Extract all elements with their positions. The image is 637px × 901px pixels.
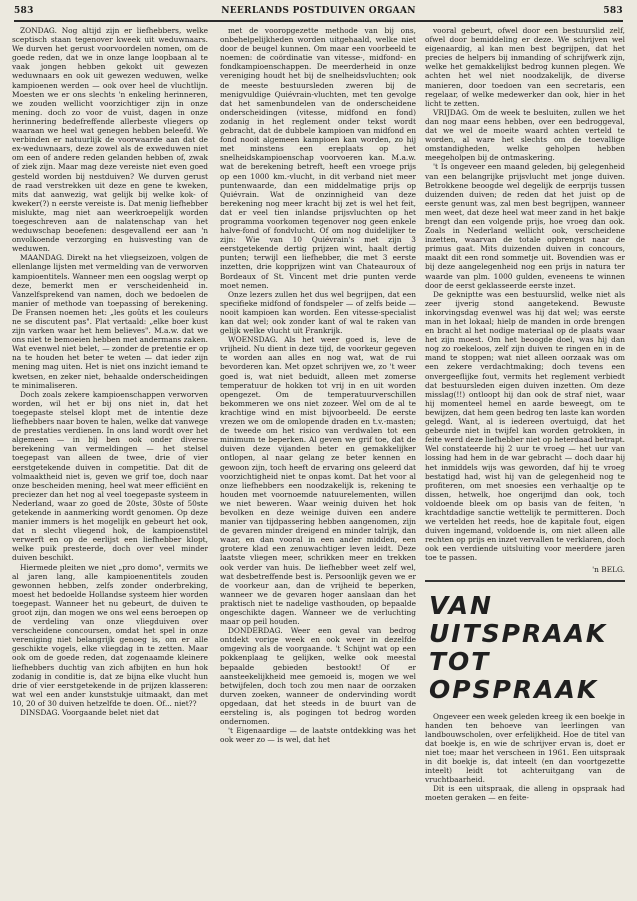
header-rule [14, 20, 623, 22]
article-paragraph-1: Ongeveer een week geleden kreeg ik een boekje in handen ten behoeve van leerlingen van landbouwscholen, over erfelijkheid. Hoe de titel van dat boekje is, en wie de schrijver ervan is, doet er niet toe; maar het verscheen in 1961. Een uitspraak in dit boekje is, dat inteelt (en dan voortgezette inteelt) leidt tot achteruitgang van de vruchtbaarheid. [425, 711, 625, 785]
article-title-line-2: TOT OPSPRAAK [429, 646, 599, 704]
paragraph-pro-domo: Hiermede pleiten we niet „pro domo", vermits we al jaren lang, alle kampioenentitels zouden gewonnen hebben, zelfs zonder onderbreking, moest het bedoelde Hollandse systeem hier worden toegepast. Wanneer het nu gebeurt, de duiven te groot zijn, dan mogen we ons wel eens beroepen op de verdeling van onze vliegduiven over verscheidene concoursen, omdat het spel in onze vereniging niet belangrijk genoeg is, om er alle geschikte vogels, elke vliegdag in te zetten. Maar ook om de goede reden, dat zogenaamde kleinere liefhebbers duchtig van zich afbijten en hun hok zodanig in conditie is, dat ze bijna elke vlucht hun drie of vier eerstgetekende in de prijzen klasseren: wat wel een ander kunststukje uitmaakt, dan met 10, 20 of 30 duiven hetzelfde te doen. Of... niet?? [12, 562, 208, 708]
article-divider [425, 580, 625, 582]
paragraph-vrijdag: VRIJDAG. Om de week te besluiten, zullen we het dan nog maar eens hebben, over een bedroggeval, dat we wel de moeite waard achten verteld te worden, al ware het slechts om de toevallige omstandigheden, welke geholpen hebben meegeholpen bij de ontmaskering. [425, 107, 625, 163]
paragraph-donderdag: DONDERDAG. Weer een geval van bedrog ontdekt vorige week en ook weer in dezelfde omgeving als de voorgaande. 't Schijnt wat op een pokkenplaag te gelijken, welke ook meestal bepaalde gebieden bestookt! Of er aansteekelijkheid mee gemoeid is, mogen we wel betwijfelen, doch toch zou men naar de oorzaken durven zoeken, wanneer de ondervinding wordt opgedaan, dat het steeds in de buurt van de eersteling is, als pogingen tot bedrog worden ondernomen. [220, 626, 416, 727]
paragraph-eigenaardige: 't Eigenaardige — de laatste ontdekking was het ook weer zo — is wel, dat het [220, 726, 416, 745]
paragraph-maandag: MAANDAG. Direkt na het vliegseizoen, volgen de ellenlange lijsten met vermelding van de verworven kampioentitels. Wanneer men een oogslag werpt op deze, bemerkt men er verscheidenheid in. Vanzelfsprekend van namen, doch we bedoelen de manier of methode van toepassing of berekening. De Fransen noemen het: „les goûts et les couleurs ne se discutent pas". Plat vertaald: „elke boer kust zijn varken waar het hem believes". M.a.w. dat we ons niet te bemoeien hebben met andermans zaken. Wat evenwel niet belet, — zonder de pretentie er op na te houden het beter te weten — dat ieder zijn mening mag uiten. Het is niet ons inzicht iemand te kwetsen, en zeker niet, behaalde onderscheidingen te minimaliseren. [12, 253, 208, 390]
page-header [14, 6, 623, 20]
paragraph-bestuurslid: vooral gebeurt, ofwel door een bestuurslid zelf, ofwel door bemiddeling er deze. We schrijven wel eigenaardig, al kan men best begrijpen, dat het precies de helpers bij inmanding of schrijfwerk zijn, welke het gemakkelijkst bedrog kunnen plegen. We achten het wel niet noodzakelijk, de diverse manieren, door toedoen van een secretaris, een regelaar, of welke medewerker dan ook, hier in het licht te zetten. [425, 26, 625, 108]
paragraph-maand-geleden: 't Is ongeveer een maand geleden, bij gelegenheid van een belangrijke prijsvlucht met jonge duiven. Betrokkene beoogde wel degelijk de eerprijs tussen duizenden duiven; de reden dat het juist op de eerste genunt was, zal men best begrijpen, wanneer men weet, dat deze heel wat meer zand in het bakje brengt dan een volgende prijs, hoe vroeg dan ook. Zoals in Nederland wellicht ook, verscheidene inzetten, waarvan de totale opbrengst naar de primus gaat. Mits duizenden duiven in concours, maakt dit een rond sommetje uit. Bovendien was er bij deze aangelegenheid nog een prijs in natura ter waarde van plm. 1000 gulden, eveneens te winnen door de eerst geklasseerde eerste inzet. [425, 162, 625, 290]
publication-title: NEERLANDS POSTDUIVEN ORGAAN [221, 6, 416, 16]
paragraph-gekniptte: De gekniptte was een bestuurslid, welke niet als zeer ijverig stond aangetekend. Bewuste inkorvingsdag evenwel was hij dat wel; was eerste man in het lokaal; hielp de manden in orde brengen en bracht al het nodige materiaal op de plaats waar het zijn moest. Om het beoogde doel, was hij dan nog zo roekeloos, zelf zijn duiven te ringen en in de mand te stoppen; wat niet alleen oorzaak was om een zekere verdachtmaking; doch tevens een onvergeeflijke fout, vermits het reglement verbiedt dat bestuursleden eigen duiven inzetten. Om deze misslag(!!) ontloopt hij dan ook de straf niet, waar hij momenteel hemel en aarde beweegt, om te bewijzen, dat hem geen bedrog ten laste kan worden gelegd. Want, al is iedereen overtuigd, dat het gebeurde niet in twijfel kan worden getrokken, in feite werd deze liefhebber niet op heterdaad betrapt. Wel constateerde hij 2 uur te vroeg — het uur van lossing had hem in de war gebracht — doch daar hij het inmiddels wijs was geworden, daf hij te vroeg bestatigd had, wist hij van de gelegenheid nog te profiteren, om met snoesies een verhaaltje op te dissen, hetwelk, hoe ongerijmd dan ook, toch voldoende bleek om op basis van de feiten, 'n krachtdadige sanctie wettelijk te permitteren. Doch we vertelden het reeds, hoe de kapitale fout, eigen duiven ingemand, voldoende is, om niet alleen alle rechten op prijs en inzet vervallen te verklaren, doch ook een verdiende uitsluiting voor meerdere jaren toe te passen. [425, 289, 625, 563]
article-paragraph-2: Dit is een uitspraak, die alleng in opspraak had moeten geraken — en feite- [425, 784, 625, 803]
column-3 [425, 26, 625, 896]
article-title-line-1: VAN UITSPRAAK [429, 590, 608, 648]
paragraph-dinsdag: DINSDAG. Voorgaande belet niet dat [20, 708, 159, 718]
article-title [429, 592, 625, 704]
paragraph-methode: met de vooropgezette methode van bij ons, onbehelpelijkheden worden uitgehaald, welke niet door de beugel kunnen. Om maar een voorbeeld te noemen: de coördinatie van vitesse-, midfond- en fondkampioenschappen. De meerderheid in onze vereniging houdt het bij de snelheidsvluchten; ook de meeste bestuursleden zweren bij de menigvuldige Quiévrain-vluchten, met ten gevolge dat het samenbundelen van de onderscheidene onderscheidingen (vitesse, midfond en fond) zodanig in het reglement onder tekst wordt gebracht, dat de dubbele kampioen van midfond en fond nooit algemeen kampioen kan worden, zo hij met minstens een ereplaats op het snelheidskampioenschap voorvoeren kan. M.a.w. wat de berekening betreft, heeft een vroege prijs op een 1000 km.-vlucht, in dit verband niet meer puntenwaarde, dan een middelmatige prijs op Quiévrain. Wat de onzinnigheid van deze berekening nog meer kracht bij zet is wel het feit, dat er veel tien inlandse prijsvluchten op het programma voorkomen tegenover nog geen enkele halve-fond of fondvlucht. Of om nog duidelijker te zijn: Wie van 10 Quiévrain's met zijn 3 eerstgetekende dertig prijzen wint, haalt dertig punten; terwijl een liefhebber, die met 3 eerste inzetten, drie kopprijzen wint van Chateauroux of Bordeaux of St. Vincent met drie punten verde moet nemen. [220, 26, 416, 290]
paragraph-zondag: ZONDAG. Nog altijd zijn er liefhebbers, welke sceptisch staan tegenover kweek uit weduwnaars. We durven het gerust voorvoordelen nomen, om de goede reden, dat we in onze lange loopbaan al te vaak jongen hebben gekokt uit gewezen weduwnaars en ook uit gewezen weduwen, welke kampioenen werden — ook over heel de vluchtlijn. Moesten we er ons slechts 'n enkeling herinneren, we zouden wellicht voorzichtiger zijn in onze mening. doch zo voor de vuist, dagen in onze herinnering bedefreffende allerbeste vliegers op waaraan we heel wat genegen hebben beleefd. We verbinden er natuurlijk de voorwaarde aan dat de ex-weduwnaars, deze zowel als de exweduwen niet om een of andere reden gelanden hebben of, zwak of ziek zijn. Maar mag deze vereiste niet even goed gesteld worden bij nestduiven? We durven gerust de raad verstrekken uit deze en gene te kweken, mits dat aanwezig, wat gelijk bij welke kok- of kweker(?) n eerste vereiste is. Dat menig liefhebber mislukte, mag niet aan weerkroepelijk worden toegeschreven aan de nalatenschap van het weduwschap beoefenen: desgevallend eer aan 'n onvolkoende verzorging en huisvesting van de weduwen. [12, 26, 208, 254]
paragraph-lezers: Onze lezers zullen het dus wel begrijpen, dat een specifieke midfond of fondspeler — of zelfs beide — nooit kampioen kan worden. Een vitesse-specialist kan dat wel; ook zonder kant of wal te raken van gelijk welke vlucht uit Frankrijk. [220, 289, 416, 336]
column-2 [220, 26, 416, 896]
column-1 [12, 26, 208, 896]
page-number-right: 583 [603, 6, 623, 16]
paragraph-kampioenschappen: Doch zoals zekere kampioenschappen verworven worden, wil het er bij ons niet in, dat het toegepaste stelsel klopt met de intentie deze liefhebbers naar boven te halen, welke dat vanwege de prestaties verdienen. In ons land wordt over het algemeen — in bij ben ook onder diverse berekening van vermeldingen — het stelsel toegepast van alleen de twee, drie of vier eerstgetekende duiven in competitie. Dat dit de volmaaktheid niet is, geven we grif toe, doch naar onze bescheiden mening, heel wat meer efficiënt en preciezer dan het nog al veel toegepaste systeem in Nederland, waar zo goed de 20ste, 30ste of 50ste getekende in aanmerking wordt genomen. Op deze manier immers is het mogelijk en gebeurt het ook, dat n slecht vliegend hok, de kampioenstitel verwerft en op de eerlijst een liefhebber klopt, welke puik presteerde, doch over veel minder duiven beschikt. [12, 389, 208, 563]
paragraph-woensdag: WOENSDAG. Als het weer goed is, leve de vrijheid. Nu dient in deze tijd, de voorkeur gegeven te worden aan alles en nog wat, wat de rui bevorderen kan. Met opzet schrijven we, zo 't weer goed is, wat niet beduidt, alleen met zomerse temperatuur de hokken tot vrij in en uit worden opengezet. Om de temperatuurverschillen bekommeren we ons niet zozeer. Wel om de al te krachtige wind en mist bijvoorbeeld. De eerste vrezen we om de omlopende draden en t.v.-masten; de tweede om het risico van verdwalen tot een minimum te beperken. Al geven we grif toe, dat de duiven deze vijanden beter en gemakkelijker ontlopen, al naar gelang ze beter kennen en gewoon zijn, toch heeft de ervaring ons geleerd dat voorzichtigheid niet te onpas komt. Dat het voor al onze liefhebbers een noodzakelijk is, rekening te houden met voornoemde natuurelementen, willen we niet beweren. Waar weinig duiven het hok bevolken en deze weinige duiven een andere manier van tijdpassering hebben aangenomen, zijn de gevaren minder dreigend en minder talrijk, dan waar, en dan vooral in een ander midden, een grotere klad een zenuwachtiger leven leidt. Deze laatste vliegen meer, schrikken meer en trekken ook verder van huis. De liefhebber weet zelf wel, wat desbetreffende best is. Persoonlijk geven we er de voorkeur aan, dan de vrijheid te beperken, wanneer we de gevaren hoger aanslaan dan het praktisch niet te nadelige vasthouden, op bepaalde ongeschikte dagen. Wanneer we de verluchting maar op peil houden. [220, 335, 416, 627]
page-number-left: 583 [14, 6, 34, 16]
author-signature: 'n BELG. [592, 564, 625, 574]
